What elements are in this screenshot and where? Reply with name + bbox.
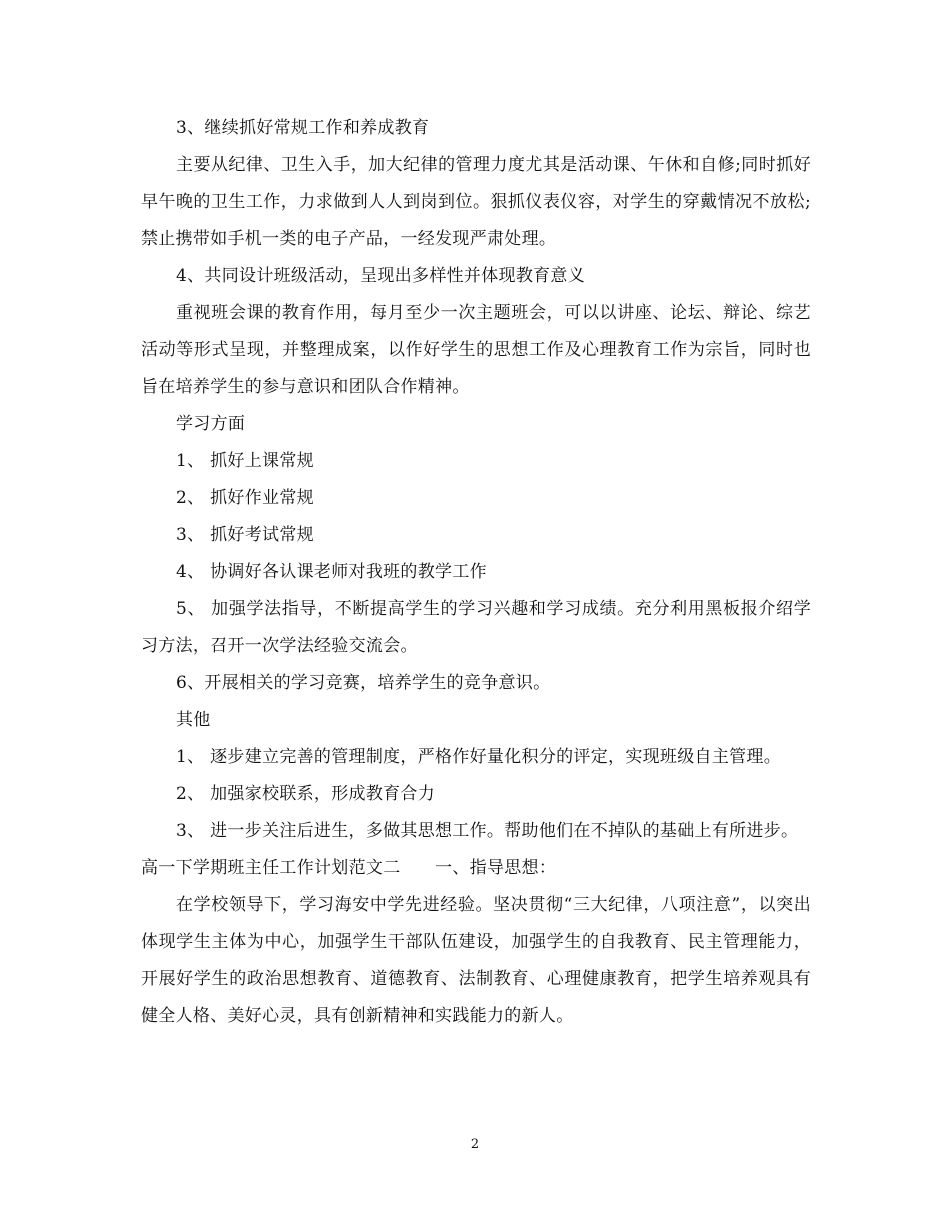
paragraph: 重视班会课的教育作用，每月至少一次主题班会，可以以讲座、论坛、辩论、综艺活动等形式呈现，并整理成案，以作好学生的思想工作及心理教育工作为宗旨，同时也旨在培养学生的参与意识和团队合作精神。 [141, 303, 811, 397]
list-item: 2、 抓好作业常规 [176, 488, 314, 508]
page-number: 2 [470, 1137, 480, 1152]
list-item: 6、开展相关的学习竞赛，培养学生的竞争意识。 [176, 673, 551, 693]
paragraph: 3、继续抓好常规工作和养成教育 [176, 118, 430, 138]
list-item: 5、 加强学法指导，不断提高学生的学习兴趣和学习成绩。充分利用黑板报介绍学习方法，召开一次学法经验交流会。 [141, 599, 811, 656]
section-heading: 学习方面 [176, 414, 246, 434]
list-item: 3、 抓好考试常规 [176, 525, 314, 545]
paragraph: 主要从纪律、卫生入手，加大纪律的管理力度尤其是活动课、午休和自修;同时抓好早午晚的卫生工作，力求做到人人到岗到位。狠抓仪表仪容，对学生的穿戴情况不放松;禁止携带如手机一类的电子产品，一经发现严肃处理。 [141, 155, 811, 249]
list-item: 1、 抓好上课常规 [176, 451, 314, 471]
document-subtitle: 高一下学期班主任工作计划范文二 一、指导思想： [141, 858, 557, 878]
list-item: 2、 加强家校联系，形成教育合力 [176, 784, 436, 804]
paragraph: 4、共同设计班级活动，呈现出多样性并体现教育意义 [176, 266, 586, 286]
section-heading: 其他 [176, 710, 211, 730]
paragraph: 在学校领导下，学习海安中学先进经验。坚决贯彻“三大纪律，八项注意”，以突出体现学生主体为中心，加强学生干部队伍建设，加强学生的自我教育、民主管理能力，开展好学生的政治思想教育、道德教育、法制教育、心理健康教育，把学生培养观具有健全人格、美好心灵，具有创新精神和实践能力的新人。 [141, 895, 811, 1026]
list-item: 1、 逐步建立完善的管理制度，严格作好量化积分的评定，实现班级自主管理。 [176, 747, 782, 767]
list-item: 4、 协调好各认课老师对我班的教学工作 [176, 562, 487, 582]
document-body [141, 110, 811, 1035]
list-item: 3、 进一步关注后进生，多做其思想工作。帮助他们在不掉队的基础上有所进步。 [176, 821, 799, 841]
